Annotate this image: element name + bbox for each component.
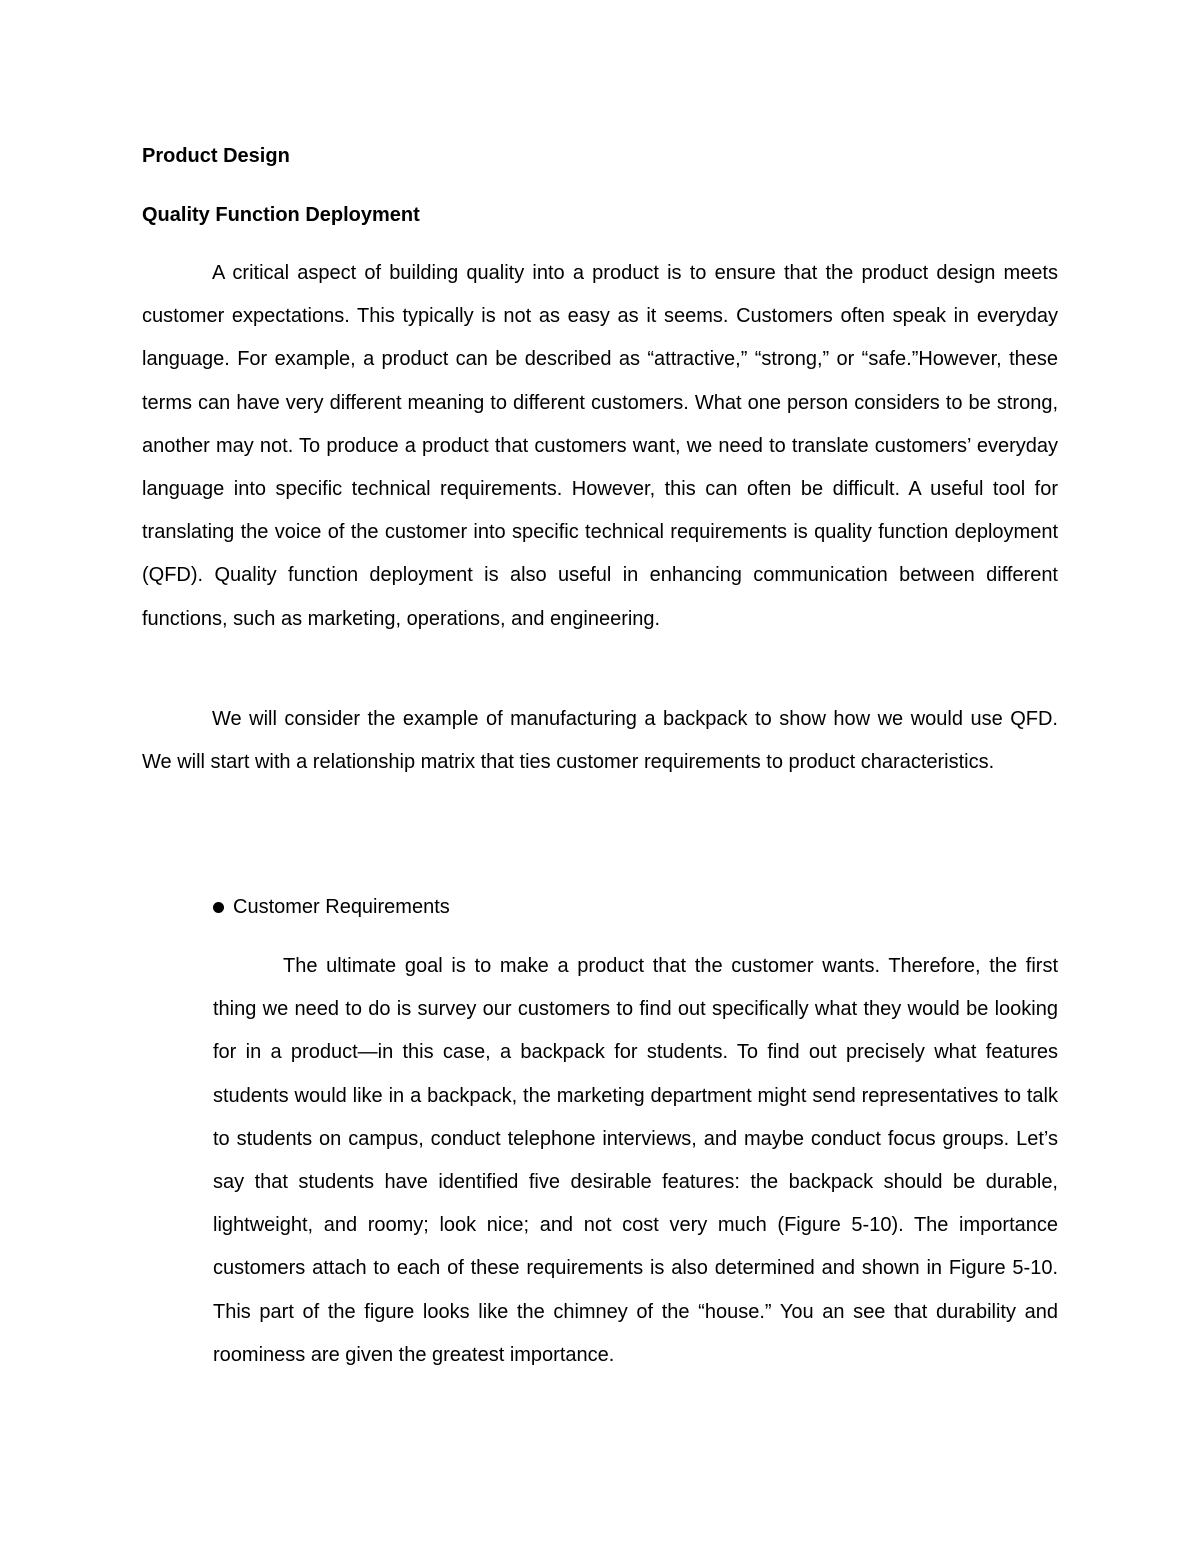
- paragraph-backpack-example: We will consider the example of manufacturing a backpack to show how we would use QFD. We will start with a relationship matrix that ties customer requirements to product characteristics.: [142, 708, 1058, 774]
- paragraph-intro: A critical aspect of building quality into a product is to ensure that the product design meets customer expectations. This typically is not as easy as it seems. Customers often speak in everyday language. For example, a product can be described as “attractive,” “strong,” or “safe.”However, these terms can have very different meaning to different customers. What one person considers to be strong, another may not. To produce a product that customers want, we need to translate customers’ everyday language into specific technical requirements. However, this can often be difficult. A useful tool for translating the voice of the customer into specific technical requirements is quality function deployment (QFD). Quality function deployment is also useful in enhancing communication between different functions, such as marketing, operations, and engineering.: [142, 262, 1058, 630]
- section-heading: Quality Function Deployment: [142, 204, 420, 226]
- paragraph-customer-requirements: The ultimate goal is to make a product that the customer wants. Therefore, the first thing we need to do is survey our customers to find out specifically what they would be looking for in a product—in this case, a backpack for students. To find out precisely what features students would like in a backpack, the marketing department might send representatives to talk to students on campus, conduct telephone interviews, and maybe conduct focus groups. Let’s say that students have identified five desirable features: the backpack should be durable, lightweight, and roomy; look nice; and not cost very much (Figure 5-10). The importance customers attach to each of these requirements is also determined and shown in Figure 5-10. This part of the figure looks like the chimney of the “house.” You an see that durability and roominess are given the greatest importance.: [213, 955, 1058, 1366]
- bullet-label: Customer Requirements: [233, 896, 450, 918]
- bullet-icon: [213, 902, 224, 913]
- document-title: Product Design: [142, 145, 290, 167]
- bullet-item: [213, 895, 450, 919]
